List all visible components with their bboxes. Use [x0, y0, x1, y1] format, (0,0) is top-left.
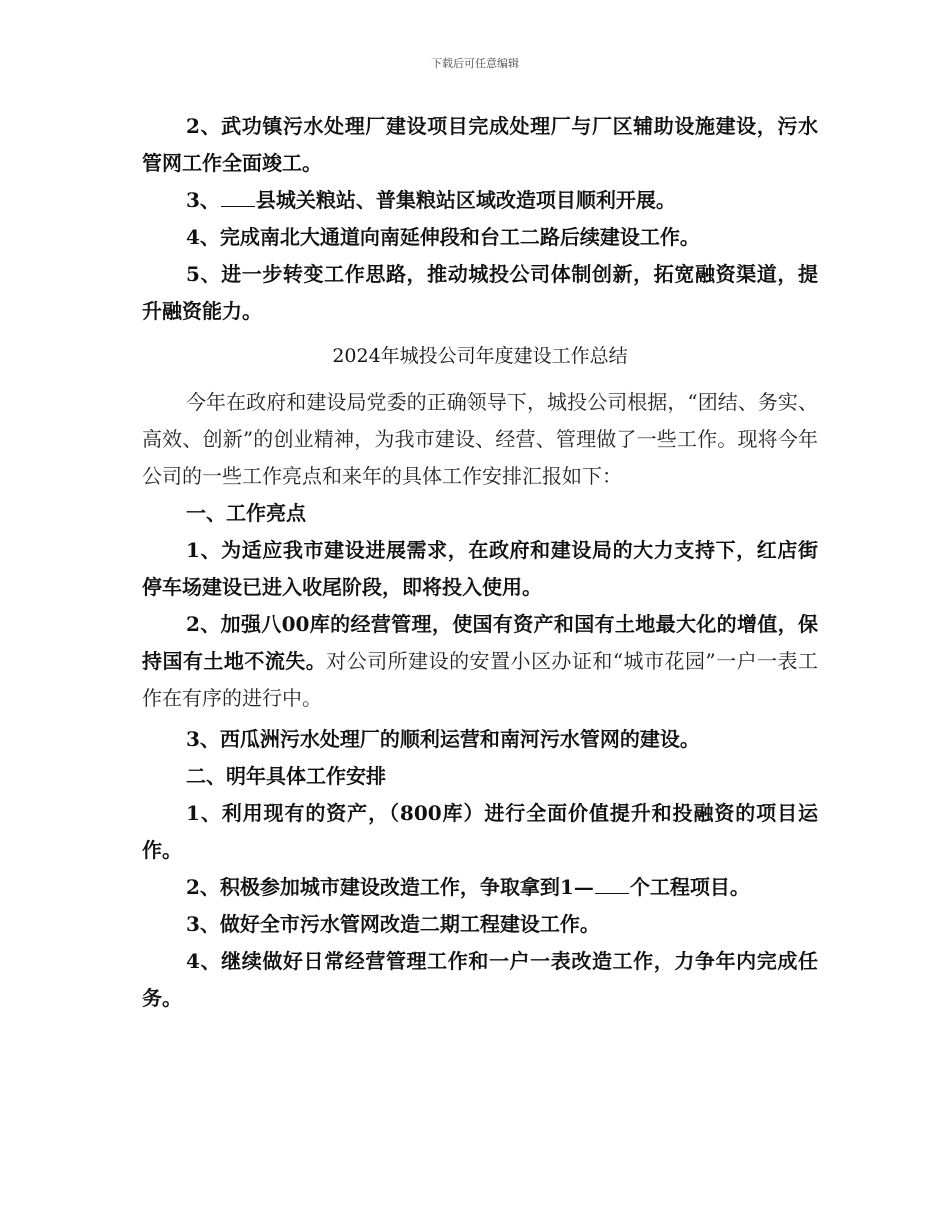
plan-item-4: 4、继续做好日常经营管理工作和一户一表改造工作，力争年内完成任务。 — [142, 949, 818, 1010]
highlight-item-2-bold: 2、加强八00库的经营管理，使国有资产和国有土地最大化的增值，保持国有土地不流失。 — [142, 612, 818, 673]
intro-item-2: 2、武功镇污水处理厂建设项目完成处理厂与厂区辅助设施建设，污水管网工作全面竣工。 — [142, 114, 818, 175]
plan-item-2 — [142, 869, 818, 906]
highlight-item-1: 1、为适应我市建设进展需求，在政府和建设局的大力支持下，红店街停车场建设已进入收尾阶段，即将投入使用。 — [142, 538, 818, 599]
document-body — [142, 108, 818, 1017]
highlight-item-3: 3、西瓜洲污水处理厂的顺利运营和南河污水管网的建设。 — [186, 727, 700, 751]
section-heading-plans: 二、明年具体工作安排 — [186, 764, 386, 788]
opening-paragraph: 今年在政府和建设局党委的正确领导下，城投公司根据，“团结、务实、高效、创新”的创业精神，为我市建设、经营、管理做了一些工作。现将今年公司的一些工作亮点和来年的具体工作安排汇报如下： — [142, 390, 818, 488]
intro-item-4: 4、完成南北大通道向南延伸段和台工二路后续建设工作。 — [186, 225, 700, 249]
intro-item-3 — [142, 182, 818, 219]
highlight-item-2 — [142, 606, 818, 717]
highlight-item-2-normal: 对公司所建设的安置小区办证和“城市花园”一户一表工作在有序的进行中。 — [142, 649, 819, 710]
intro-item-3-prefix: 3、 — [186, 188, 220, 212]
fill-blank — [221, 186, 255, 207]
plan-item-2-suffix: 个工程项目。 — [629, 875, 750, 899]
fill-blank — [595, 873, 629, 894]
plan-item-2-prefix: 2、积极参加城市建设改造工作，争取拿到1— — [186, 875, 594, 899]
document-title: 2024年城投公司年度建设工作总结 — [332, 345, 628, 367]
page-header: 下载后可任意编辑 — [431, 57, 519, 70]
intro-item-5: 5、进一步转变工作思路，推动城投公司体制创新，拓宽融资渠道，提升融资能力。 — [142, 262, 818, 323]
plan-item-3: 3、做好全市污水管网改造二期工程建设工作。 — [186, 912, 600, 936]
intro-item-3-text: 县城关粮站、普集粮站区域改造项目顺利开展。 — [255, 188, 676, 212]
plan-item-1: 1、利用现有的资产，（800库）进行全面价值提升和投融资的项目运作。 — [142, 801, 818, 862]
section-heading-highlights: 一、工作亮点 — [186, 501, 306, 525]
